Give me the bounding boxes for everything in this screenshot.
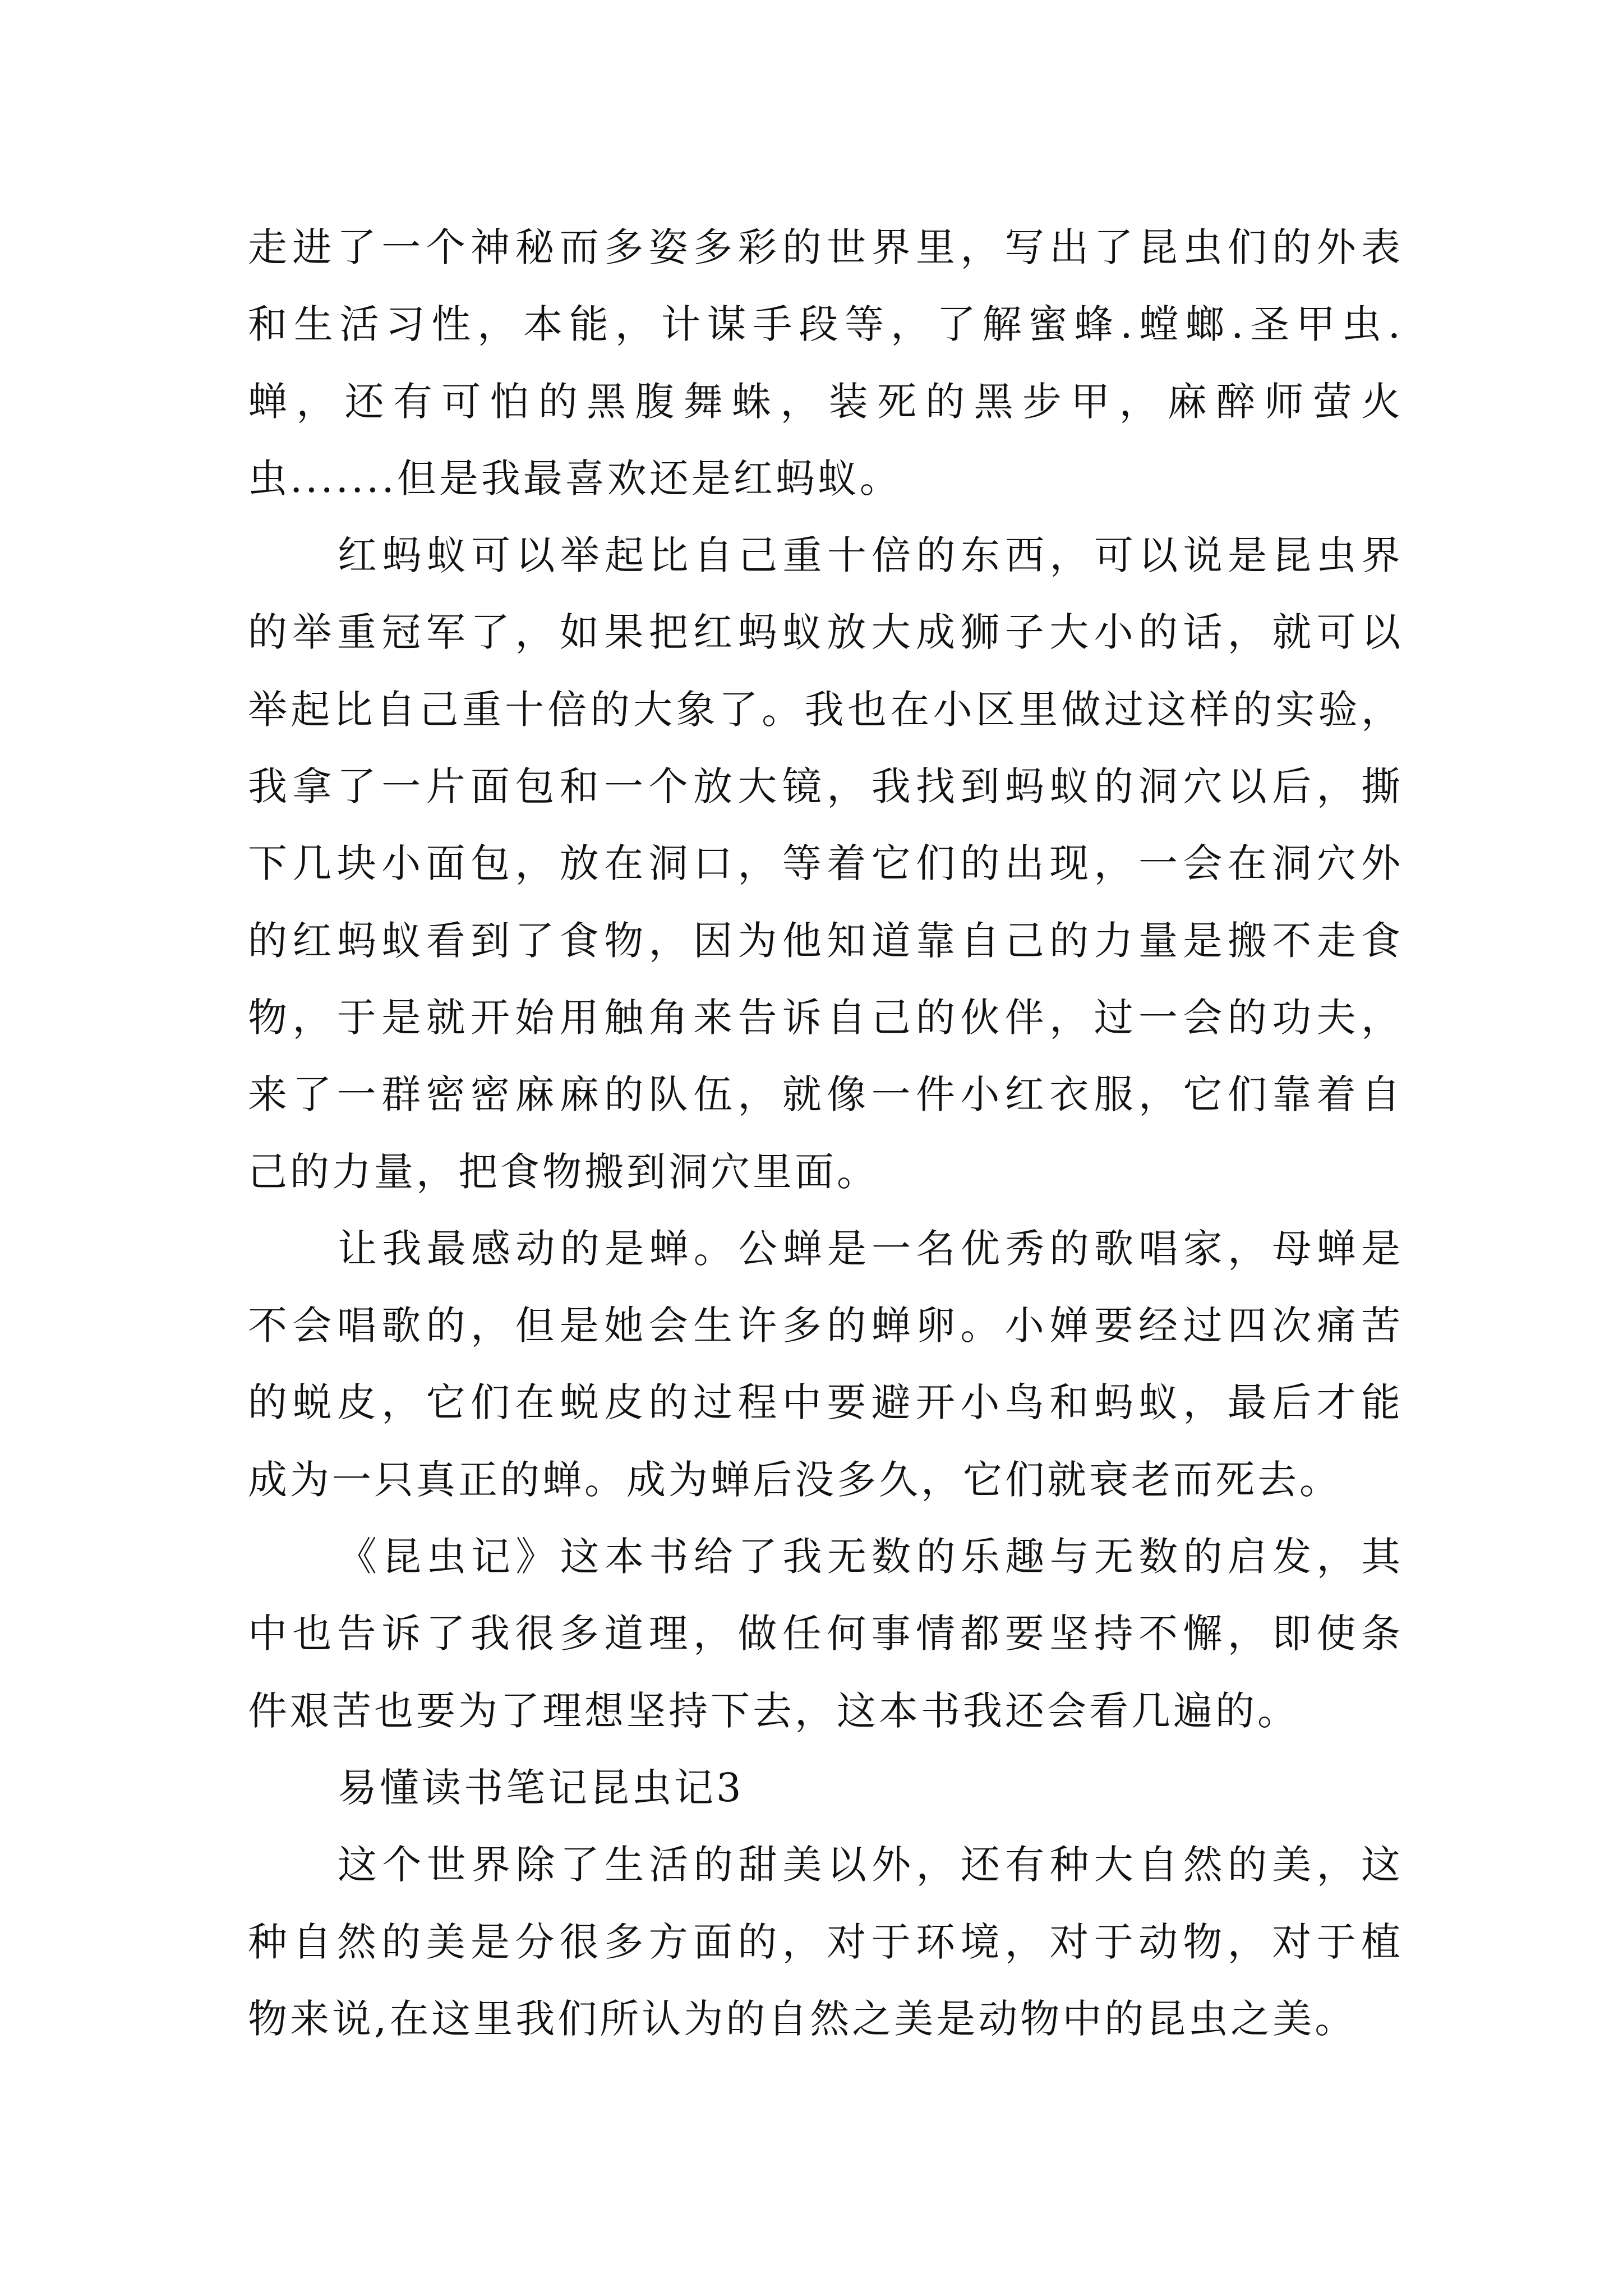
paragraph <box>248 1519 1403 1750</box>
paragraph-line: 件艰苦也要为了理想坚持下去，这本书我还会看几遍的。 <box>248 1687 1299 1734</box>
paragraph-line: 不会唱歌的，但是她会生许多的蝉卵。小婵要经过四次痛苦 <box>248 1303 1403 1349</box>
paragraph-line: 物，于是就开始用触角来告诉自己的伙伴，过一会的功夫， <box>248 994 1403 1041</box>
paragraph-line: 的蜕皮，它们在蜕皮的过程中要避开小鸟和蚂蚁，最后才能 <box>248 1379 1403 1426</box>
paragraph-line: 的红蚂蚁看到了食物，因为他知道靠自己的力量是搬不走食 <box>248 917 1403 964</box>
paragraph-line: 的举重冠军了，如果把红蚂蚁放大成狮子大小的话，就可以 <box>248 609 1403 656</box>
paragraph-line: 来了一群密密麻麻的队伍，就像一件小红衣服，它们靠着自 <box>248 1071 1403 1118</box>
section-heading: 易懂读书笔记昆虫记3 <box>338 1764 744 1811</box>
paragraph <box>248 517 1403 1211</box>
paragraph-line: 红蚂蚁可以举起比自己重十倍的东西，可以说是昆虫界 <box>338 532 1403 579</box>
paragraph-line: 种自然的美是分很多方面的，对于环境，对于动物，对于植 <box>248 1918 1403 1965</box>
paragraph <box>248 209 1403 517</box>
paragraph-line: 举起比自己重十倍的大象了。我也在小区里做过这样的实验， <box>248 686 1403 733</box>
paragraph-line: 我拿了一片面包和一个放大镜，我找到蚂蚁的洞穴以后，撕 <box>248 763 1403 810</box>
paragraph-line: 和生活习性，本能，计谋手段等，了解蜜蜂.螳螂.圣甲虫. <box>248 301 1403 348</box>
paragraph-line: 虫.......但是我最喜欢还是红蚂蚁。 <box>248 455 902 501</box>
paragraph-line: 让我最感动的是蝉。公蝉是一名优秀的歌唱家，母蝉是 <box>338 1225 1403 1272</box>
paragraph-line: 成为一只真正的蝉。成为蝉后没多久，它们就衰老而死去。 <box>248 1456 1341 1503</box>
paragraph-line: 己的力量，把食物搬到洞穴里面。 <box>248 1148 879 1195</box>
paragraph <box>248 1211 1403 1519</box>
paragraph-line: 蝉，还有可怕的黑腹舞蛛，装死的黑步甲，麻醉师萤火 <box>248 378 1403 425</box>
paragraph-line: 《昆虫记》这本书给了我无数的乐趣与无数的启发，其 <box>338 1534 1403 1580</box>
paragraph-line: 走进了一个神秘而多姿多彩的世界里，写出了昆虫们的外表 <box>248 224 1403 270</box>
paragraph-line: 下几块小面包，放在洞口，等着它们的出现，一会在洞穴外 <box>248 840 1403 887</box>
paragraph-line: 这个世界除了生活的甜美以外，还有种大自然的美，这 <box>338 1842 1403 1888</box>
paragraph-line: 物来说,在这里我们所认为的自然之美是动物中的昆虫之美。 <box>248 1995 1357 2042</box>
document-body <box>248 209 1403 2058</box>
paragraph <box>248 1826 1403 2058</box>
paragraph-line: 中也告诉了我很多道理，做任何事情都要坚持不懈，即使条 <box>248 1611 1403 1657</box>
